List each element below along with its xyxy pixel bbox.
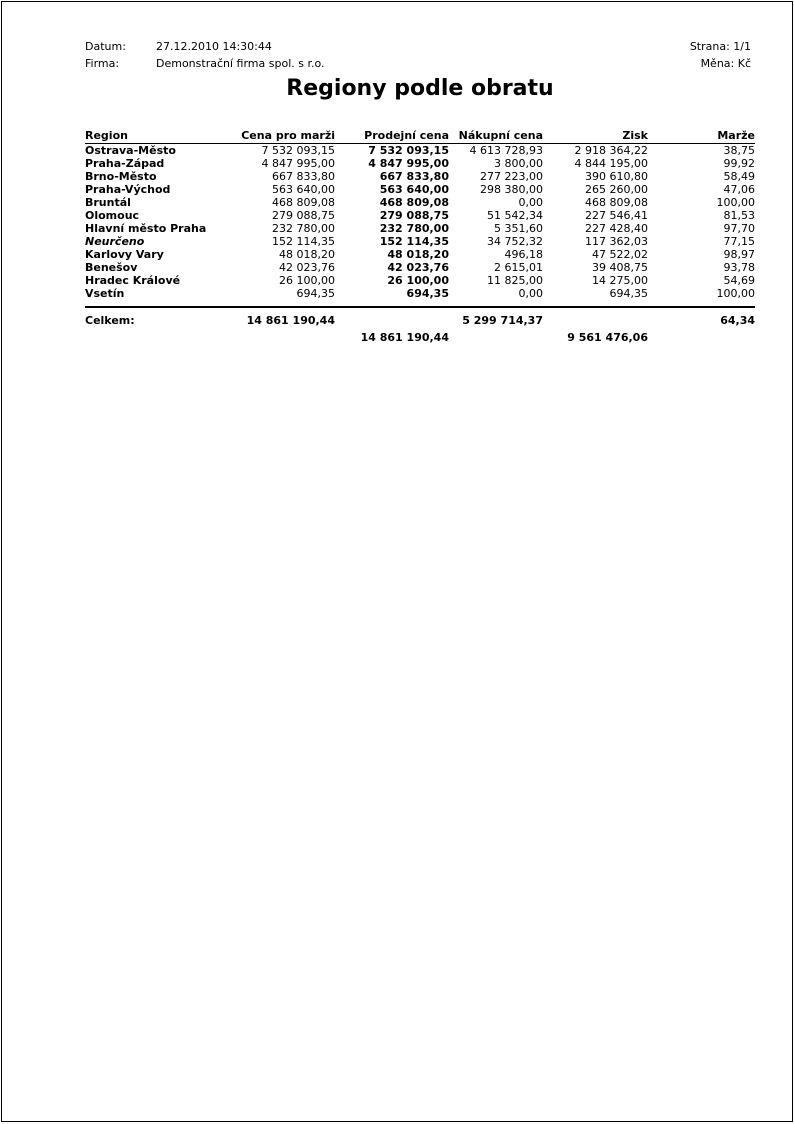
table-row	[85, 235, 755, 248]
cena-pro-marzi-cell: 4 847 995,00	[261, 157, 335, 170]
col-header-zisk: Zisk	[543, 129, 648, 144]
marze-cell: 81,53	[723, 209, 755, 222]
region-cell: Benešov	[85, 261, 138, 274]
table-header-row	[85, 129, 755, 144]
nakupni-cena-cell: 5 351,60	[494, 222, 543, 235]
regions-table	[85, 129, 755, 344]
nakupni-cena-cell: 51 542,34	[487, 209, 543, 222]
marze-cell: 58,49	[723, 170, 755, 183]
marze-cell: 98,97	[723, 248, 755, 261]
table-row	[85, 248, 755, 261]
col-header-marze: Marže	[648, 129, 755, 144]
cena-pro-marzi-cell: 694,35	[296, 287, 335, 300]
prodejni-cena-cell: 26 100,00	[387, 274, 449, 287]
totals-separator	[85, 300, 755, 307]
region-cell: Praha-Západ	[85, 157, 165, 170]
zisk-cell: 468 809,08	[585, 196, 648, 209]
firma-value: Demonstrační firma spol. s r.o.	[156, 57, 325, 70]
marze-cell: 38,75	[723, 144, 755, 157]
zisk-cell: 39 408,75	[592, 261, 648, 274]
zisk-cell: 2 918 364,22	[574, 144, 648, 157]
zisk-cell: 47 522,02	[592, 248, 648, 261]
totals-empty-cell	[335, 307, 449, 327]
totals-prodejni-cena-cell: 14 861 190,44	[360, 331, 449, 344]
nakupni-cena-cell: 0,00	[518, 287, 543, 300]
meta-right	[690, 38, 751, 72]
nakupni-cena-cell: 277 223,00	[480, 170, 543, 183]
totals-empty-cell	[235, 327, 335, 344]
prodejni-cena-cell: 7 532 093,15	[368, 144, 449, 157]
prodejni-cena-cell: 42 023,76	[387, 261, 449, 274]
page-number: Strana: 1/1	[689, 40, 751, 53]
col-header-nakupni-cena: Nákupní cena	[449, 129, 543, 144]
nakupni-cena-cell: 11 825,00	[487, 274, 543, 287]
region-cell: Hlavní město Praha	[85, 222, 207, 235]
currency-label: Měna: Kč	[700, 57, 751, 70]
nakupni-cena-cell: 4 613 728,93	[469, 144, 543, 157]
prodejni-cena-cell: 667 833,80	[379, 170, 449, 183]
cena-pro-marzi-cell: 48 018,20	[279, 248, 335, 261]
totals-row-2	[85, 327, 755, 344]
table-row	[85, 144, 755, 158]
marze-cell: 100,00	[716, 287, 755, 300]
zisk-cell: 14 275,00	[592, 274, 648, 287]
totals-empty-cell	[648, 327, 755, 344]
nakupni-cena-cell: 0,00	[518, 196, 543, 209]
table-row	[85, 261, 755, 274]
cena-pro-marzi-cell: 7 532 093,15	[261, 144, 335, 157]
meta-row-datum	[85, 38, 325, 55]
cena-pro-marzi-cell: 279 088,75	[272, 209, 335, 222]
totals-nakupni-cena-cell: 5 299 714,37	[462, 314, 543, 327]
table-body	[85, 144, 755, 301]
totals-label: Celkem:	[85, 314, 135, 327]
page-title: Regiony podle obratu	[286, 76, 554, 101]
zisk-cell: 390 610,80	[585, 170, 648, 183]
zisk-cell: 694,35	[609, 287, 648, 300]
totals-marze-cell: 64,34	[720, 314, 755, 327]
prodejni-cena-cell: 563 640,00	[379, 183, 449, 196]
region-cell: Olomouc	[85, 209, 140, 222]
cena-pro-marzi-cell: 26 100,00	[279, 274, 335, 287]
col-header-cena-pro-marzi: Cena pro marži	[235, 129, 335, 144]
marze-cell: 93,78	[723, 261, 755, 274]
nakupni-cena-cell: 34 752,32	[487, 235, 543, 248]
nakupni-cena-cell: 496,18	[504, 248, 543, 261]
marze-cell: 100,00	[716, 196, 755, 209]
datum-value: 27.12.2010 14:30:44	[156, 40, 272, 53]
region-cell: Praha-Východ	[85, 183, 171, 196]
zisk-cell: 265 260,00	[585, 183, 648, 196]
prodejni-cena-cell: 152 114,35	[379, 235, 449, 248]
cena-pro-marzi-cell: 42 023,76	[279, 261, 335, 274]
table-row	[85, 287, 755, 300]
table-row	[85, 170, 755, 183]
table-row	[85, 196, 755, 209]
col-header-region: Region	[85, 129, 235, 144]
nakupni-cena-cell: 298 380,00	[480, 183, 543, 196]
cena-pro-marzi-cell: 468 809,08	[272, 196, 335, 209]
regions-table-wrap	[85, 129, 755, 344]
table-row	[85, 274, 755, 287]
prodejni-cena-cell: 232 780,00	[379, 222, 449, 235]
prodejni-cena-cell: 4 847 995,00	[368, 157, 449, 170]
marze-cell: 99,92	[723, 157, 755, 170]
prodejni-cena-cell: 279 088,75	[379, 209, 449, 222]
col-header-prodejni-cena: Prodejní cena	[335, 129, 449, 144]
marze-cell: 97,70	[723, 222, 755, 235]
region-cell: Bruntál	[85, 196, 131, 209]
zisk-cell: 227 428,40	[585, 222, 648, 235]
table-row	[85, 209, 755, 222]
report-meta	[85, 38, 751, 72]
totals-empty-cell	[543, 307, 648, 327]
firma-label: Firma:	[85, 57, 120, 70]
meta-row-firma	[85, 55, 325, 72]
table-row	[85, 157, 755, 170]
report-page	[1, 1, 793, 1122]
meta-left	[85, 38, 325, 72]
prodejni-cena-cell: 468 809,08	[379, 196, 449, 209]
zisk-cell: 117 362,03	[585, 235, 648, 248]
totals-empty-cell	[85, 327, 235, 344]
cena-pro-marzi-cell: 152 114,35	[272, 235, 335, 248]
marze-cell: 77,15	[723, 235, 755, 248]
table-row	[85, 222, 755, 235]
datum-label: Datum:	[85, 40, 126, 53]
table-row	[85, 183, 755, 196]
region-cell: Hradec Králové	[85, 274, 181, 287]
region-cell: Vsetín	[85, 287, 125, 300]
region-cell: Ostrava-Město	[85, 144, 176, 157]
marze-cell: 47,06	[723, 183, 755, 196]
zisk-cell: 227 546,41	[585, 209, 648, 222]
zisk-cell: 4 844 195,00	[574, 157, 648, 170]
totals-row-1	[85, 307, 755, 327]
totals-zisk-cell: 9 561 476,06	[567, 331, 648, 344]
prodejni-cena-cell: 48 018,20	[387, 248, 449, 261]
nakupni-cena-cell: 2 615,01	[494, 261, 543, 274]
totals-empty-cell	[449, 327, 543, 344]
region-cell: Karlovy Vary	[85, 248, 164, 261]
region-cell: Brno-Město	[85, 170, 157, 183]
marze-cell: 54,69	[723, 274, 755, 287]
region-cell: Neurčeno	[85, 235, 145, 248]
cena-pro-marzi-cell: 563 640,00	[272, 183, 335, 196]
nakupni-cena-cell: 3 800,00	[494, 157, 543, 170]
cena-pro-marzi-cell: 667 833,80	[272, 170, 335, 183]
prodejni-cena-cell: 694,35	[406, 287, 449, 300]
totals-cena-pro-marzi-cell: 14 861 190,44	[246, 314, 335, 327]
cena-pro-marzi-cell: 232 780,00	[272, 222, 335, 235]
